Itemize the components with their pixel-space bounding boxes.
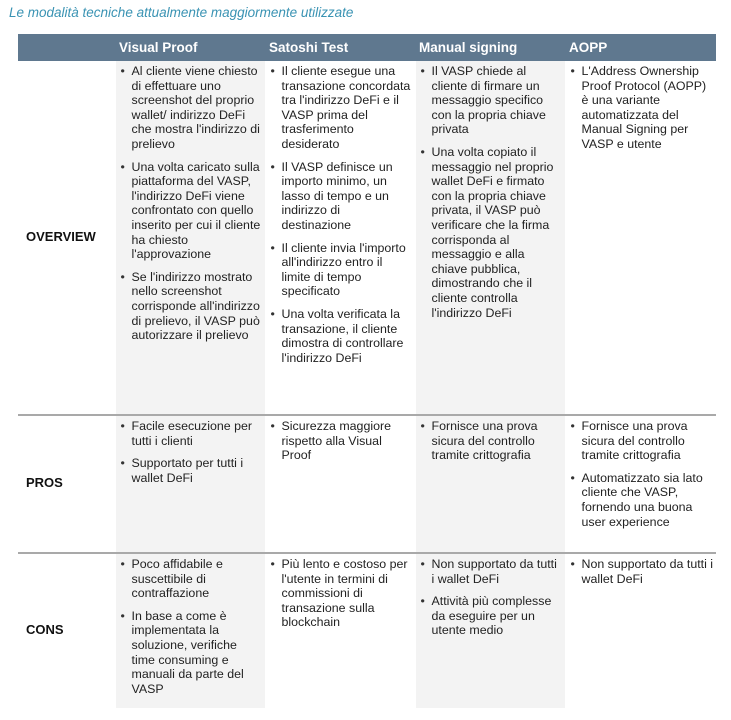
row-label-pros: PROS: [18, 415, 115, 553]
cell-overview-aopp: [565, 61, 716, 415]
cell-overview-manual-signing: [415, 61, 565, 415]
cell-pros-manual-signing: [415, 415, 565, 553]
cell-pros-aopp: [565, 415, 716, 553]
cell-cons-aopp: [565, 553, 716, 708]
list-item: • Il VASP chiede al cliente di firmare un messaggio specifico con la propria chiave privata: [420, 64, 563, 137]
cell-pros-satoshi-test: [265, 415, 415, 553]
cell-cons-satoshi-test: [265, 553, 415, 708]
list-item: • Attività più complesse da eseguire per un utente medio: [420, 594, 563, 638]
list-item: • L'Address Ownership Proof Protocol (AOPP) è una variante automatizzata del Manual Signing per VASP e utente: [570, 64, 715, 152]
list-item: • Fornisce una prova sicura del controllo tramite crittografia: [420, 419, 563, 463]
cell-cons-manual-signing: [415, 553, 565, 708]
column-header-manual-signing: Manual signing: [415, 34, 565, 61]
list-item: • Il VASP definisce un importo minimo, un lasso di tempo e un indirizzo di destinazione: [270, 160, 413, 233]
row-label-overview: OVERVIEW: [18, 61, 115, 415]
list-item: • Facile esecuzione per tutti i clienti: [120, 419, 263, 448]
cell-cons-visual-proof: [115, 553, 265, 708]
list-item: • In base a come è implementata la soluzione, verifiche time consuming e manuali da parte del VASP: [120, 609, 263, 697]
list-item: • Una volta verificata la transazione, il cliente dimostra di controllare l'indirizzo DeFi: [270, 307, 413, 365]
list-item: • Supportato per tutti i wallet DeFi: [120, 456, 263, 485]
list-item: • Sicurezza maggiore rispetto alla Visual Proof: [270, 419, 413, 463]
header-row: [18, 34, 716, 61]
list-item: • Più lento e costoso per l'utente in termini di commissioni di transazione sulla blockchain: [270, 557, 413, 630]
list-item: • Una volta copiato il messaggio nel proprio wallet DeFi e firmato con la propria chiave privata, il VASP può verificare che la firma corrisponda al messaggio e alla chiave pubblica, dimostrando che il cliente controlla l'indirizzo DeFi: [420, 145, 563, 320]
page-title: Le modalità tecniche attualmente maggiormente utilizzate: [9, 5, 354, 20]
column-header-visual-proof: Visual Proof: [115, 34, 265, 61]
list-item: • Al cliente viene chiesto di effettuare uno screenshot del proprio wallet/ indirizzo DeFi che mostra l'indirizzo di prelievo: [120, 64, 263, 152]
comparison-table: [18, 34, 716, 708]
list-item: • Fornisce una prova sicura del controllo tramite crittografia: [570, 419, 715, 463]
cell-overview-satoshi-test: [265, 61, 415, 415]
cell-pros-visual-proof: [115, 415, 265, 553]
row-cons: [18, 553, 716, 708]
list-item: • Non supportato da tutti i wallet DeFi: [420, 557, 563, 586]
cell-overview-visual-proof: [115, 61, 265, 415]
column-header-satoshi-test: Satoshi Test: [265, 34, 415, 61]
row-pros: [18, 415, 716, 553]
column-header-aopp: AOPP: [565, 34, 716, 61]
list-item: • Se l'indirizzo mostrato nello screenshot corrisponde all'indirizzo di prelievo, il VASP può autorizzare il prelievo: [120, 270, 263, 343]
list-item: • Poco affidabile e suscettibile di contraffazione: [120, 557, 263, 601]
row-label-cons: CONS: [18, 553, 115, 708]
list-item: • Una volta caricato sulla piattaforma del VASP, l'indirizzo DeFi viene confrontato con quello inserito per cui il cliente ha chiesto l'approvazione: [120, 160, 263, 262]
list-item: • Il cliente esegue una transazione concordata tra l'indirizzo DeFi e il VASP prima del trasferimento desiderato: [270, 64, 413, 152]
list-item: • Non supportato da tutti i wallet DeFi: [570, 557, 715, 586]
row-overview: [18, 61, 716, 415]
header-corner: [18, 34, 115, 61]
list-item: • Il cliente invia l'importo all'indirizzo entro il limite di tempo specificato: [270, 241, 413, 299]
list-item: • Automatizzato sia lato cliente che VASP, fornendo una buona user experience: [570, 471, 715, 529]
